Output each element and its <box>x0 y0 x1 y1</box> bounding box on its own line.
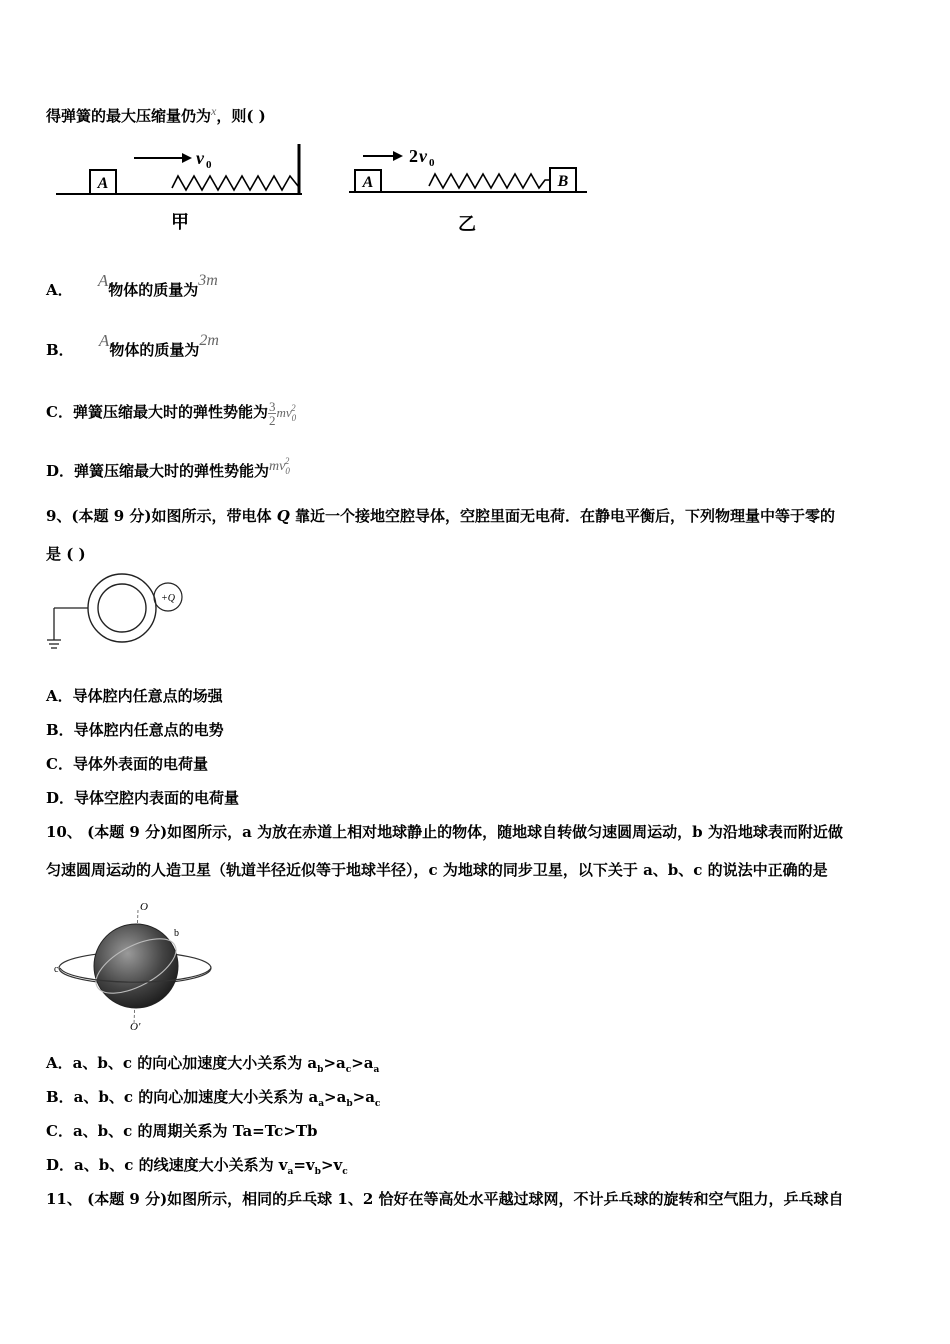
block-a-label: A <box>97 175 109 192</box>
velocity-sub: 0 <box>206 159 212 171</box>
q11-stem-line1: 11、 (本题 9 分)如图所示，相同的乒乓球 1、2 恰好在等高处水平越过球网，不计乒乓球的旋转和空气阻力，乒乓球自 <box>46 1190 844 1208</box>
caption-yi: 乙 <box>458 214 476 235</box>
q10-option-c[interactable]: C．a、b、c 的周期关系为 Ta=Tc>Tb <box>46 1122 318 1140</box>
spring-figure-left <box>50 140 310 240</box>
q8-stem: 得弹簧的最大压缩量仍为$^x$，则( ) <box>46 104 266 125</box>
fraction-three-halves: $\frac{3}{2}$ <box>268 398 276 428</box>
label-c: c <box>54 964 59 975</box>
velocity-coef: 2 <box>409 146 418 166</box>
q9-option-c[interactable]: C．导体外表面的电荷量 <box>46 755 208 773</box>
q9-option-d[interactable]: D．导体空腔内表面的电荷量 <box>46 789 240 807</box>
block-a-label: A <box>362 174 374 191</box>
q8-option-d[interactable]: D．弹簧压缩最大时的弹性势能为$mv_0^2$ <box>46 456 290 480</box>
q9-stem-line1: 9、(本题 9 分)如图所示，带电体 Q 靠近一个接地空腔导体，空腔里面无电荷．在静电平衡后，下列物理量中等于零的 <box>46 507 836 525</box>
q8-option-b[interactable]: B． A物体的质量为2m <box>46 331 219 359</box>
earth-orbits-figure <box>50 896 215 1036</box>
q10-stem-line1: 10、 (本题 9 分)如图所示，a 为放在赤道上相对地球静止的物体，随地球自转做匀速圆周运动，b 为沿地球表而附近做 <box>46 823 843 841</box>
axis-bottom-label: O' <box>130 1021 141 1033</box>
spring-figure-right <box>345 140 595 240</box>
q10-option-d[interactable]: D．a、b、c 的线速度大小关系为 $v_a=v_b>v_c$ <box>46 1156 348 1177</box>
label-b: b <box>174 928 179 939</box>
velocity-label: v <box>419 146 427 166</box>
axis-top-label: O <box>140 901 148 913</box>
q10-stem-line2: 匀速圆周运动的人造卫星（轨道半径近似等于地球半径），c 为地球的同步卫星，以下关于 a、b、c 的说法中正确的是 <box>46 861 828 879</box>
caption-jia: 甲 <box>171 212 189 233</box>
q9-option-a[interactable]: A．导体腔内任意点的场强 <box>46 687 223 705</box>
block-b-label: B <box>557 173 569 190</box>
q9-stem-line2: 是 ( ) <box>46 545 86 563</box>
charge-label: +Q <box>161 593 175 604</box>
grounded-conductor-figure <box>40 572 190 658</box>
velocity-label: v <box>196 148 204 168</box>
velocity-sub: 0 <box>429 157 435 169</box>
label-a: a <box>84 958 88 968</box>
q8-option-c[interactable]: C．弹簧压缩最大时的弹性势能为 $\frac{3}{2}$ $mv_0^2$ <box>46 398 297 428</box>
q10-option-a[interactable]: A．a、b、c 的向心加速度大小关系为 $a_b>a_c>a_a$ <box>46 1054 380 1075</box>
q9-option-b[interactable]: B．导体腔内任意点的电势 <box>46 721 224 739</box>
q8-option-a[interactable]: A． A物体的质量为3m <box>46 271 218 299</box>
q10-option-b[interactable]: B．a、b、c 的向心加速度大小关系为 $a_a>a_b>a_c$ <box>46 1088 381 1109</box>
